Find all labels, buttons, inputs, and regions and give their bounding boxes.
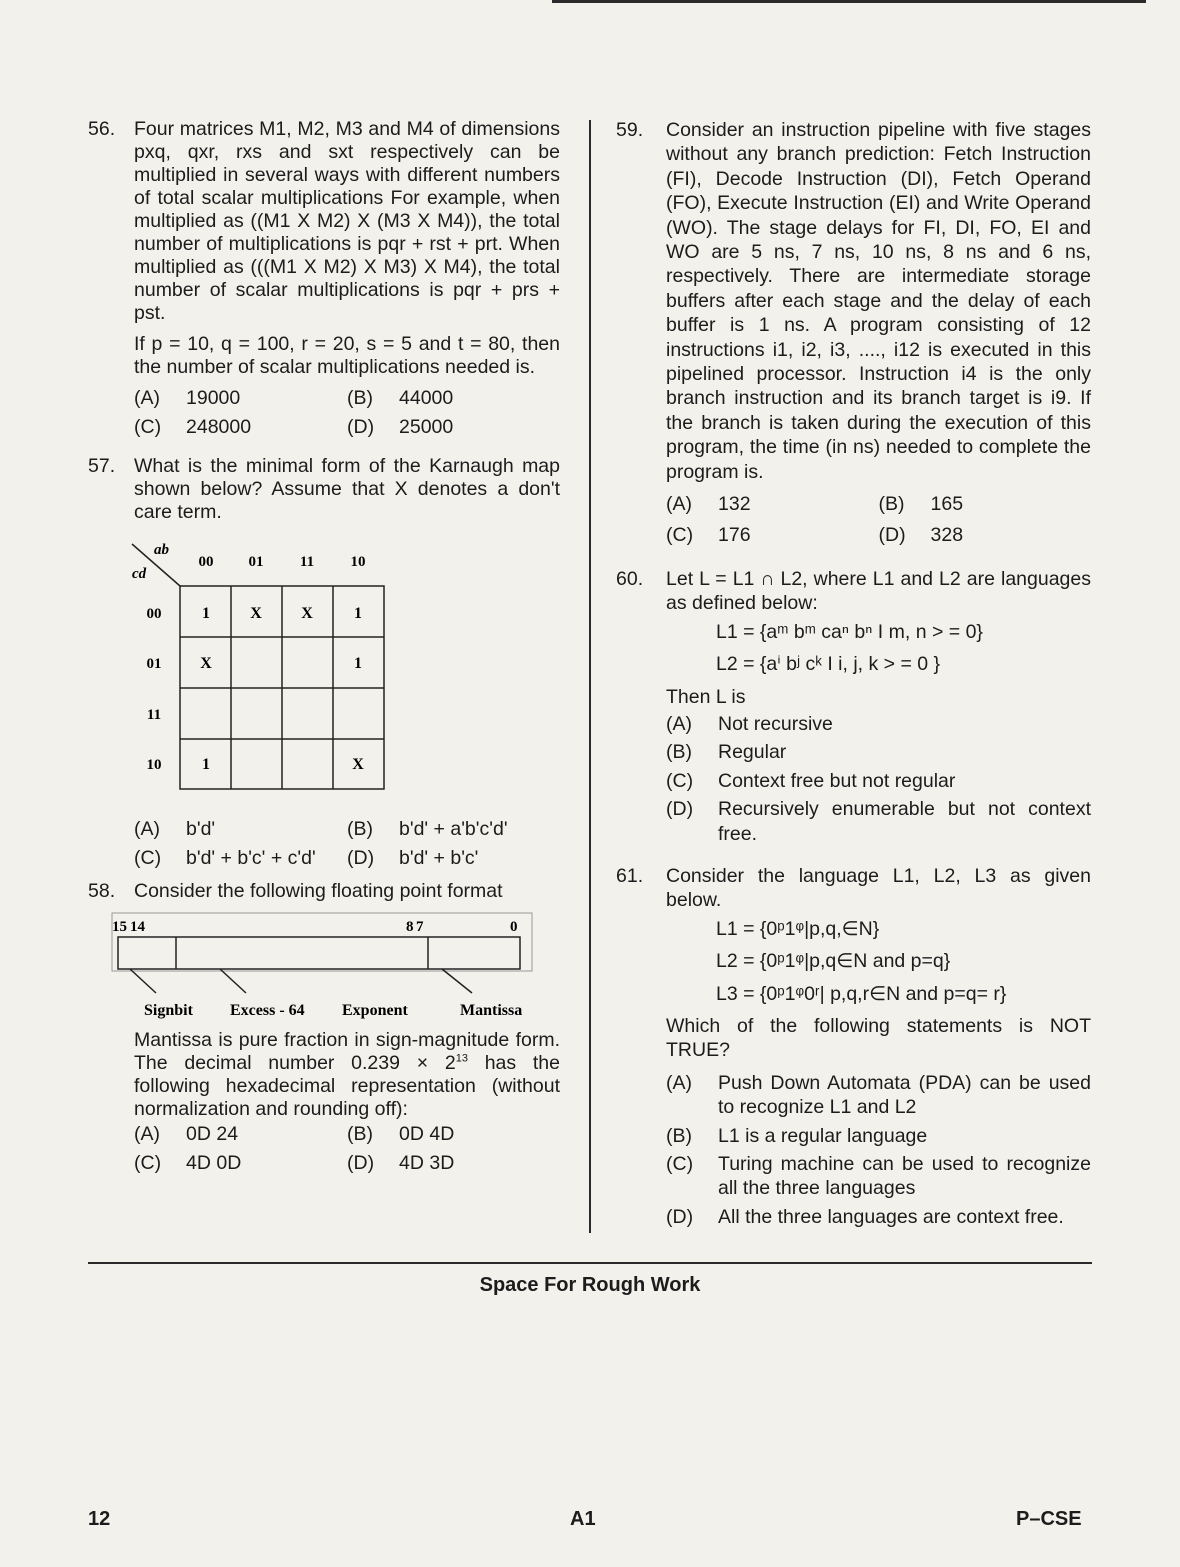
kmap-cell: X [250, 605, 262, 622]
options [666, 712, 1091, 846]
right-column [616, 118, 1091, 1241]
kmap-cell: 1 [202, 756, 210, 773]
question-57 [88, 455, 560, 524]
bottom-rule [88, 1262, 1092, 1264]
question-number: 58. [88, 880, 116, 902]
kmap-cell: 1 [202, 605, 210, 622]
option-b[interactable]: (B) Regular [666, 741, 787, 764]
option-d[interactable]: (D) Recursively enumerable but not context free. [666, 798, 1091, 845]
kmap-cell: 1 [354, 655, 362, 672]
question-61 [616, 864, 1091, 1233]
kmap-row-11: 11 [146, 707, 162, 723]
bit-15: 15 [112, 919, 127, 935]
question-text: Consider the language L1, L2, L3 as given below. [666, 864, 1091, 912]
option-d[interactable]: (D) 25000 [347, 416, 454, 438]
question-number: 60. [616, 567, 644, 590]
question-number: 59. [616, 119, 644, 141]
option-a[interactable]: (A) 19000 [134, 387, 241, 409]
question-58 [88, 880, 560, 903]
page-number: 12 [88, 1508, 111, 1530]
option-d[interactable]: (D) All the three languages are context free. [666, 1205, 1064, 1228]
option-c[interactable]: (C) 176 [666, 523, 751, 546]
option-a[interactable]: (A) Push Down Automata (PDA) can be used to recognize L1 and L2 [666, 1071, 1091, 1119]
question-text: Consider the following floating point format [134, 880, 503, 902]
bit-8: 8 [406, 919, 414, 935]
question-number: 56. [88, 118, 116, 140]
kmap-col-00: 00 [198, 554, 214, 570]
question-prompt: Which of the following statements is NOT TRUE? [666, 1015, 1091, 1062]
option-c[interactable]: (C) Turing machine can be used to recognize all the three languages [666, 1153, 1091, 1200]
bit-7: 7 [416, 919, 424, 935]
l1-definition: L1 = {aᵐ bᵐ caⁿ bⁿ I m, n > = 0} [716, 620, 983, 643]
question-60 [616, 567, 1091, 850]
karnaugh-map [84, 536, 560, 804]
kmap-col-01: 01 [248, 554, 264, 570]
question-text-2: If p = 10, q = 100, r = 20, s = 5 and t = 80, then the number of scalar multiplications needed is. [134, 333, 560, 378]
option-d[interactable]: (D) 4D 3D [347, 1152, 455, 1174]
set-code: A1 [570, 1508, 596, 1530]
question-text: Consider an instruction pipeline with five stages without any branch prediction: Fetch Instruction (FI), Decode Instruction (DI), Fetch Operand (FO), Execute Instruction (EI) and Write Operand (WO). The stage delays for FI, DI, FO, EI and WO are 5 ns, 7 ns, 10 ns, 8 ns and 6 ns, respectively. There are intermediate storage buffers after each stage and the delay of each buffer is 1 ns. A program consisting of 12 instructions i1, i2, i3, ...., i12 is executed in this pipelined processor. Instruction i4 is the only branch instruction and its branch target is i9. If the branch is taken during the execution of this program, the time (in ns) needed to complete the program is. [666, 119, 1091, 483]
option-b[interactable]: (B) 44000 [347, 387, 454, 409]
options [666, 492, 1091, 547]
then-text: Then L is [666, 685, 746, 708]
option-b[interactable]: (B) L1 is a regular language [666, 1124, 928, 1147]
l2-definition: L2 = {0ᵖ1ᵠ|p,q∈N and p=q} [716, 950, 951, 973]
left-column [88, 118, 560, 1183]
kmap-cell: 1 [354, 605, 362, 622]
question-text: Four matrices M1, M2, M3 and M4 of dimensions pxq, qxr, rxs and sxt respectively can be multiplied in several ways with different numbers of total scalar multiplications For example, when multiplied as ((M1 X M2) X (M3 X M4)), the total number of multiplications is pqr + rst + prt. When multiplied as (((M1 X M2) X M3) X M4), the total number of scalar multiplications is pqr + prs + pst. [134, 118, 560, 324]
question-59 [616, 118, 1091, 555]
options [134, 818, 560, 870]
option-a[interactable]: (A) b'd' [134, 818, 216, 840]
option-b[interactable]: (B) b'd' + a'b'c'd' [347, 818, 508, 840]
floating-point-format [110, 911, 560, 1029]
option-c[interactable]: (C) Context free but not regular [666, 769, 956, 792]
question-56 [88, 118, 560, 447]
option-d[interactable]: (D) b'd' + b'c' [347, 847, 479, 869]
field-signbit: Signbit [144, 1002, 193, 1019]
options [134, 1123, 560, 1175]
field-excess: Excess - 64 [230, 1002, 305, 1019]
option-c[interactable]: (C) b'd' + b'c' + c'd' [134, 847, 316, 869]
field-mantissa: Mantissa [460, 1002, 523, 1019]
language-definitions [666, 620, 1091, 677]
column-divider [589, 120, 591, 1233]
kmap-ab-label: ab [154, 542, 169, 558]
kmap-col-11: 11 [299, 554, 315, 570]
field-exponent: Exponent [342, 1002, 408, 1019]
l1-definition: L1 = {0ᵖ1ᵠ|p,q,∈N} [716, 917, 880, 940]
question-number: 57. [88, 455, 116, 477]
l3-definition: L3 = {0ᵖ1ᵠ0ʳ| p,q,r∈N and p=q= r} [716, 982, 1007, 1005]
options [134, 387, 560, 439]
kmap-row-10: 10 [146, 757, 162, 773]
kmap-row-00: 00 [146, 606, 162, 622]
question-text-2: Mantissa is pure fraction in sign-magnitude form. The decimal number $0.239 \times 2^{13}$ has the following hexadecimal representation (without normalization and rounding off): [134, 1029, 561, 1120]
kmap-cd-label: cd [132, 566, 147, 582]
kmap-cell: X [200, 655, 212, 672]
language-definitions [666, 917, 1091, 1006]
options [666, 1071, 1091, 1229]
option-a[interactable]: (A) 132 [666, 493, 751, 516]
bit-0: 0 [510, 919, 518, 935]
option-d[interactable]: (D) 328 [878, 523, 964, 546]
top-rule [552, 0, 1146, 3]
option-b[interactable]: (B) 165 [878, 493, 964, 516]
paper-code: P–CSE [1016, 1508, 1082, 1530]
option-b[interactable]: (B) 0D 4D [347, 1123, 455, 1145]
rough-work-heading: Space For Rough Work [479, 1274, 701, 1296]
kmap-cell: X [352, 756, 364, 773]
question-text: What is the minimal form of the Karnaugh map shown below? Assume that X denotes a don't care term. [134, 455, 560, 523]
option-c[interactable]: (C) 248000 [134, 416, 252, 438]
l2-definition: L2 = {aⁱ bʲ cᵏ I i, j, k > = 0 } [716, 653, 941, 676]
kmap-row-01: 01 [146, 656, 162, 672]
option-c[interactable]: (C) 4D 0D [134, 1152, 242, 1174]
kmap-cell: X [301, 605, 313, 622]
question-number: 61. [616, 864, 644, 887]
bit-14: 14 [130, 919, 145, 935]
question-text: Let L = L1 ∩ L2, where L1 and L2 are languages as defined below: [666, 567, 1091, 615]
kmap-col-10: 10 [350, 554, 366, 570]
option-a[interactable]: (A) 0D 24 [134, 1123, 239, 1145]
option-a[interactable]: (A) Not recursive [666, 712, 833, 735]
